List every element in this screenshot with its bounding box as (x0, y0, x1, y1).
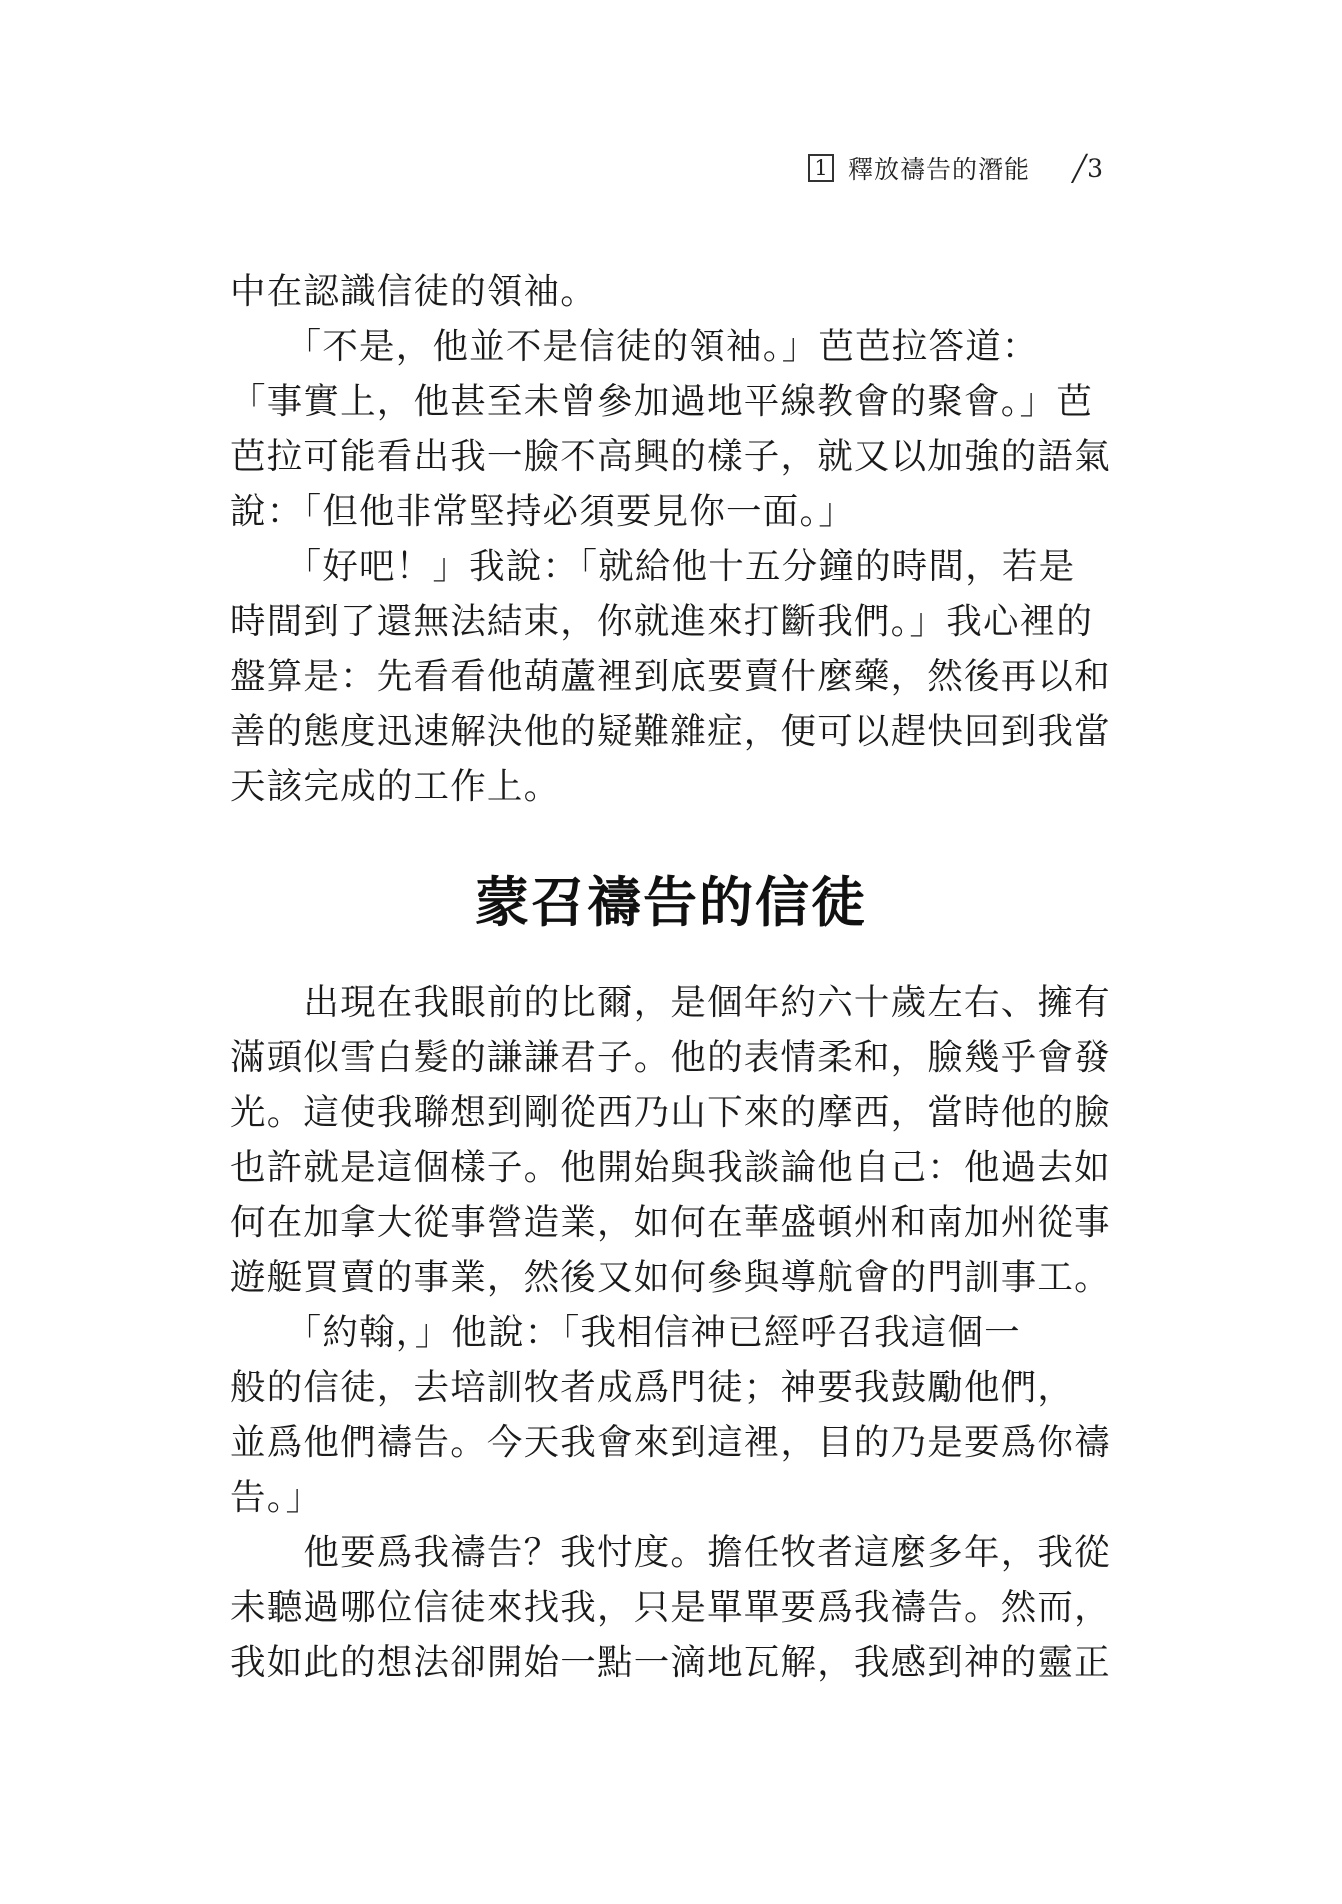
text-line: 遊艇買賣的事業，然後又如何參與導航會的門訓事工。 (230, 1257, 1111, 1298)
text-line: 我如此的想法卻開始一點一滴地瓦解，我感到神的靈正 (230, 1642, 1111, 1683)
text-line: 「約翰，」他說：「我相信神已經呼召我這個一 (230, 1312, 1021, 1353)
text-line: 善的態度迅速解決他的疑難雜症，便可以趕快回到我當 (230, 711, 1111, 752)
text-line: 也許就是這個樣子。他開始與我談論他自己：他過去如 (230, 1147, 1111, 1188)
text-line: 中在認識信徒的領袖。 (230, 271, 598, 312)
text-line: 盤算是：先看看他葫蘆裡到底要賣什麼藥，然後再以和 (230, 656, 1111, 697)
text-line: 出現在我眼前的比爾，是個年約六十歲左右、擁有 (230, 982, 1111, 1023)
text-line: 「事實上，他甚至未曾參加過地平線教會的聚會。」芭 (230, 381, 1094, 422)
text-line: 他要爲我禱告？我忖度。擔任牧者這麼多年，我從 (230, 1532, 1111, 1573)
text-line: 「好吧！」我說：「就給他十五分鐘的時間，若是 (230, 546, 1076, 587)
text-line: 天該完成的工作上。 (230, 766, 561, 807)
text-line: 告。」 (230, 1477, 323, 1518)
text-line: 芭拉可能看出我一臉不高興的樣子，就又以加強的語氣 (230, 436, 1111, 477)
text-line: 滿頭似雪白髮的謙謙君子。他的表情柔和，臉幾乎會發 (230, 1037, 1111, 1078)
text-line: 未聽過哪位信徒來找我，只是單單要爲我禱告。然而， (230, 1587, 1111, 1628)
body-text-before-heading (230, 264, 1115, 814)
text-line: 「不是，他並不是信徒的領袖。」芭芭拉答道： (230, 326, 1039, 367)
page-number: ╱3 (1072, 153, 1103, 183)
text-line: 光。這使我聯想到剛從西乃山下來的摩西，當時他的臉 (230, 1092, 1111, 1133)
text-line: 何在加拿大從事營造業，如何在華盛頓州和南加州從事 (230, 1202, 1111, 1243)
section-heading: 蒙召禱告的信徒 (475, 870, 867, 934)
text-line: 說：「但他非常堅持必須要見你一面。」 (230, 491, 856, 532)
chapter-title: 釋放禱告的潛能 (848, 155, 1031, 184)
text-line: 並爲他們禱告。今天我會來到這裡，目的乃是要爲你禱 (230, 1422, 1111, 1463)
body-text-after-heading (230, 975, 1115, 1690)
text-line: 時間到了還無法結束，你就進來打斷我們。」我心裡的 (230, 601, 1094, 642)
chapter-number-box: 1 (808, 154, 834, 182)
running-header (808, 148, 1103, 188)
text-line: 般的信徒，去培訓牧者成爲門徒；神要我鼓勵他們， (230, 1367, 1075, 1408)
